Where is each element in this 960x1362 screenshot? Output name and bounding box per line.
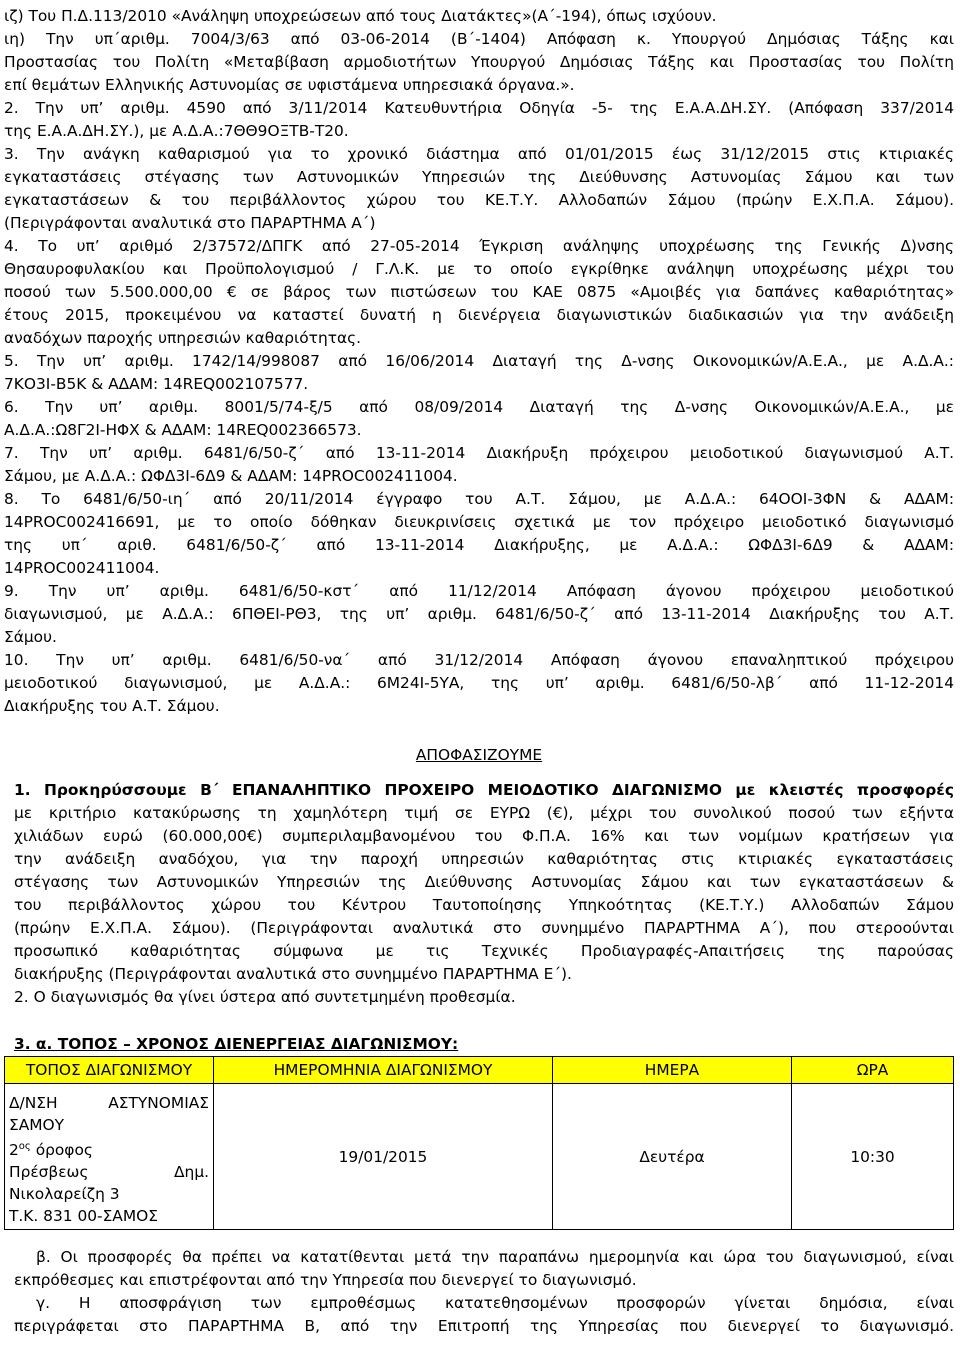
text-line: επί θεμάτων Ελληνικής Αστυνομίας σε υφιστάμενα υπηρεσιακά όργανα.». [4,76,575,94]
text-line: διαγωνισμού, με Α.Δ.Α.: 6ΠΘΕΙ-ΡΘ3, της υπ’ αριθμ. 6481/6/50-ζ΄ από 13-11-2014 Διακήρυξης του Α.Τ. [4,605,954,623]
text-line: Προστασίας του Πολίτη «Μεταβίβαση αρμοδιοτήτων Υπουργού Δημόσιας Τάξης και Προστασίας του Πολίτη [4,53,954,71]
text-line: του περιβάλλοντος χώρου του Κέντρου Ταυτοποίησης Υπηκοότητας (ΚΕ.Τ.Υ.) Αλλοδαπών Σάμου [14,896,954,914]
text-line: 2. Την υπ’ αριθμ. 4590 από 3/11/2014 Κατευθυντήρια Οδηγία -5- της Ε.Α.Α.ΔΗ.ΣΥ. (Απόφαση 337/2014 [4,99,954,117]
location-line: Δημ. [174,1163,209,1182]
location-line: $2^{o\varsigma}$ όροφος [9,1141,93,1160]
location-cell [5,1084,214,1230]
table-header-row [5,1057,954,1084]
header-date: ΗΜΕΡΟΜΗΝΙΑ ΔΙΑΓΩΝΙΣΜΟΥ [214,1057,553,1084]
text-line: της υπ΄ αριθ. 6481/6/50-ζ΄ από 13-11-2014 Διακήρυξης, με Α.Δ.Α.: ΩΦΔ3Ι-6Δ9 & ΑΔΑΜ: [4,536,954,554]
text-line: 8. Το 6481/6/50-ιη΄ από 20/11/2014 έγγραφο του Α.Τ. Σάμου, με Α.Δ.Α.: 64ΟΟΙ-3ΦΝ & ΑΔΑΜ: [4,490,954,508]
text-line: της Ε.Α.Α.ΔΗ.ΣΥ.), με Α.Δ.Α.:7ΘΘ9ΟΞΤΒ-Τ20. [4,122,349,140]
text-line: Σάμου. [4,628,57,646]
text-line: αναδόχων παροχής υπηρεσιών καθαριότητας. [4,329,362,347]
text-line: Θησαυροφυλακίου και Προϋπολογισμού / Γ.Λ.Κ. με το οποίο εγκρίθηκε ανάληψη υποχρέωσης μέχρι του [4,260,954,278]
date-cell: 19/01/2015 [214,1084,553,1230]
text-line: 3. α. ΤΟΠΟΣ – ΧΡΟΝΟΣ ΔΙΕΝΕΡΓΕΙΑΣ ΔΙΑΓΩΝΙΣΜΟΥ: [14,1035,459,1053]
text-line: 9. Την υπ’ αριθμ. 6481/6/50-κστ΄ από 11/12/2014 Απόφαση άγονου πρόχειρου μειοδοτικού [4,582,954,600]
text-line: ΑΠΟΦΑΣΙΖΟΥΜΕ [415,746,543,764]
text-line: 4. Το υπ’ αριθμό 2/37572/ΔΠΓΚ από 27-05-2014 Έγκριση ανάληψης υποχρέωσης της Γενικής Δ)νσης [4,237,954,255]
text-line: εγκαταστάσεων & του περιβάλλοντος χώρου του ΚΕ.Τ.Υ. Αλλοδαπών Σάμου (πρώην Ε.Χ.Π.Α. Σάμου). [4,191,954,209]
time-cell: 10:30 [792,1084,954,1230]
text-line: μειοδοτικού διαγωνισμού, με Α.Δ.Α.: 6Μ24Ι-5ΥΑ, της υπ’ αριθμ. 6481/6/50-λβ΄ από 11-12-2014 [4,674,954,692]
location-line: ΣΑΜΟΥ [9,1116,65,1134]
text-line: (πρώην Ε.Χ.Π.Α. Σάμου). (Περιγράφονται αναλυτικά στο συνημμένο ΠΑΡΑΡΤΗΜΑ Α΄), που στεροούνται [14,919,954,937]
text-line: 1. Προκηρύσσουμε Β΄ ΕΠΑΝΑΛΗΠΤΙΚΟ ΠΡΟΧΕΙΡΟ ΜΕΙΟΔΟΤΙΚΟ ΔΙΑΓΩΝΙΣΜΟ με κλειστές προσφορές [14,781,954,799]
header-day: ΗΜΕΡΑ [553,1057,792,1084]
text-line: β. Οι προσφορές θα πρέπει να κατατίθενται μετά την παραπάνω ημερομηνία και ώρα του διαγωνισμού, είναι [36,1248,954,1266]
table-row [5,1084,954,1230]
text-line: 6. Την υπ’ αριθμ. 8001/5/74-ξ/5 από 08/09/2014 Διαταγή της Δ-νσης Οικονομικών/Α.Ε.Α., με [4,398,954,416]
text-line: περιγράφεται στο ΠΑΡΑΡΤΗΜΑ Β, από την Επιτροπή της Υπηρεσίας που διενεργεί το διαγωνισμό. [14,1317,954,1335]
location-line: Τ.Κ. 831 00-ΣΑΜΟΣ [9,1207,158,1226]
text-line: γ. Η αποσφράγιση των εμπροθέσμως κατατεθησομένων προσφορών γίνεται δημόσια, είναι [36,1294,954,1312]
location-line: Πρέσβεως [9,1163,89,1182]
text-line: ιζ) Του Π.Δ.113/2010 «Ανάληψη υποχρεώσεων από τους Διατάκτες»(Α΄-194), όπως ισχύουν. [4,7,717,25]
location-line: Δ/ΝΣΗ [9,1094,58,1112]
text-line: 7ΚΟ3Ι-Β5Κ & ΑΔΑΜ: 14REQ002107577. [4,375,309,393]
text-line: με κριτήριο κατακύρωσης τη χαμηλότερη τιμή σε ΕΥΡΩ (€), μέχρι του συνολικού ποσού των εξήντα [14,804,954,822]
text-line: στέγασης των Αστυνομικών Υπηρεσιών της Διεύθυνσης Αστυνομίας Σάμου και των εγκαταστάσεων & [14,873,954,891]
location-line: ΑΣΤΥΝΟΜΙΑΣ [108,1094,209,1112]
day-cell: Δευτέρα [553,1084,792,1230]
header-time: ΩΡΑ [792,1057,954,1084]
text-line: Σάμου, με Α.Δ.Α.: ΩΦΔ3Ι-6Δ9 & ΑΔΑΜ: 14PROC002411004. [4,467,458,485]
text-line: 5. Την υπ’ αριθμ. 1742/14/998087 από 16/06/2014 Διαταγή της Δ-νσης Οικονομικών/Α.Ε.Α., με Α.Δ.Α.: [4,352,954,370]
text-line: Διακήρυξης του Α.Τ. Σάμου. [4,697,220,715]
text-line: εγκαταστάσεις στέγασης των Αστυνομικών Υπηρεσιών της Διεύθυνσης Αστυνομίας Σάμου και των [4,168,954,186]
header-location: ΤΟΠΟΣ ΔΙΑΓΩΝΙΣΜΟΥ [5,1057,214,1084]
text-line: Α.Δ.Α.:Ω8Γ2Ι-ΗΦΧ & ΑΔΑΜ: 14REQ002366573. [4,421,362,439]
text-line: 3. Την ανάγκη καθαρισμού για το χρονικό διάστημα από 01/01/2015 έως 31/12/2015 στις κτιριακές [4,145,954,163]
text-line: την ανάδειξη αναδόχου, για την παροχή υπηρεσιών καθαριότητας στις κτιριακές εγκαταστάσεις [14,850,954,868]
text-line: 2. Ο διαγωνισμός θα γίνει ύστερα από συντετμημένη προθεσμία. [14,988,516,1006]
text-line: εκπρόθεσμες και επιστρέφονται από την Υπηρεσία που διενεργεί το διαγωνισμό. [14,1271,637,1289]
text-line: (Περιγράφονται αναλυτικά στο ΠΑΡΑΡΤΗΜΑ Α΄) [4,214,376,232]
text-line: διακήρυξης (Περιγράφονται αναλυτικά στο συνημμένο ΠΑΡΑΡΤΗΜΑ Ε΄). [14,965,572,983]
text-line: ιη) Την υπ΄αριθμ. 7004/3/63 από 03-06-2014 (Β΄-1404) Απόφαση κ. Υπουργού Δημόσιας Τάξης και [4,30,954,48]
text-line: 7. Την υπ’ αριθμ. 6481/6/50-ζ΄ από 13-11-2014 Διακήρυξη πρόχειρου μειοδοτικού διαγωνισμού Α.Τ. [4,444,954,462]
text-line: χιλιάδων ευρώ (60.000,00€) συμπεριλαμβανομένου του Φ.Π.Α. 16% και των νομίμων κρατήσεων για [14,827,954,845]
text-line: 14PROC002416691, με το οποίο δόθηκαν διευκρινίσεις σχετικά με τον πρόχειρο μειοδοτικό διαγωνισμό [4,513,954,531]
text-line: έτους 2015, προκειμένου να καταστεί δυνατή η διενέργεια διαγωνιστικών διαδικασιών για την ανάδειξη [4,306,954,324]
text-line: 10. Την υπ’ αριθμ. 6481/6/50-να΄ από 31/12/2014 Απόφαση άγονου επαναληπτικού πρόχειρου [4,651,954,669]
text-line: ποσού των 5.500.000,00 € σε βάρος των πιστώσεων του ΚΑΕ 0875 «Αμοιβές για δαπάνες καθαριότητας» [4,283,954,301]
tender-schedule-table [4,1056,954,1230]
text-line: 14PROC002411004. [4,559,160,577]
text-line: προσωπικό καθαριότητας σύμφωνα με τις Τεχνικές Προδιαγραφές-Απαιτήσεις της παρούσας [14,942,954,960]
location-line: Νικολαρείζη 3 [9,1185,120,1204]
